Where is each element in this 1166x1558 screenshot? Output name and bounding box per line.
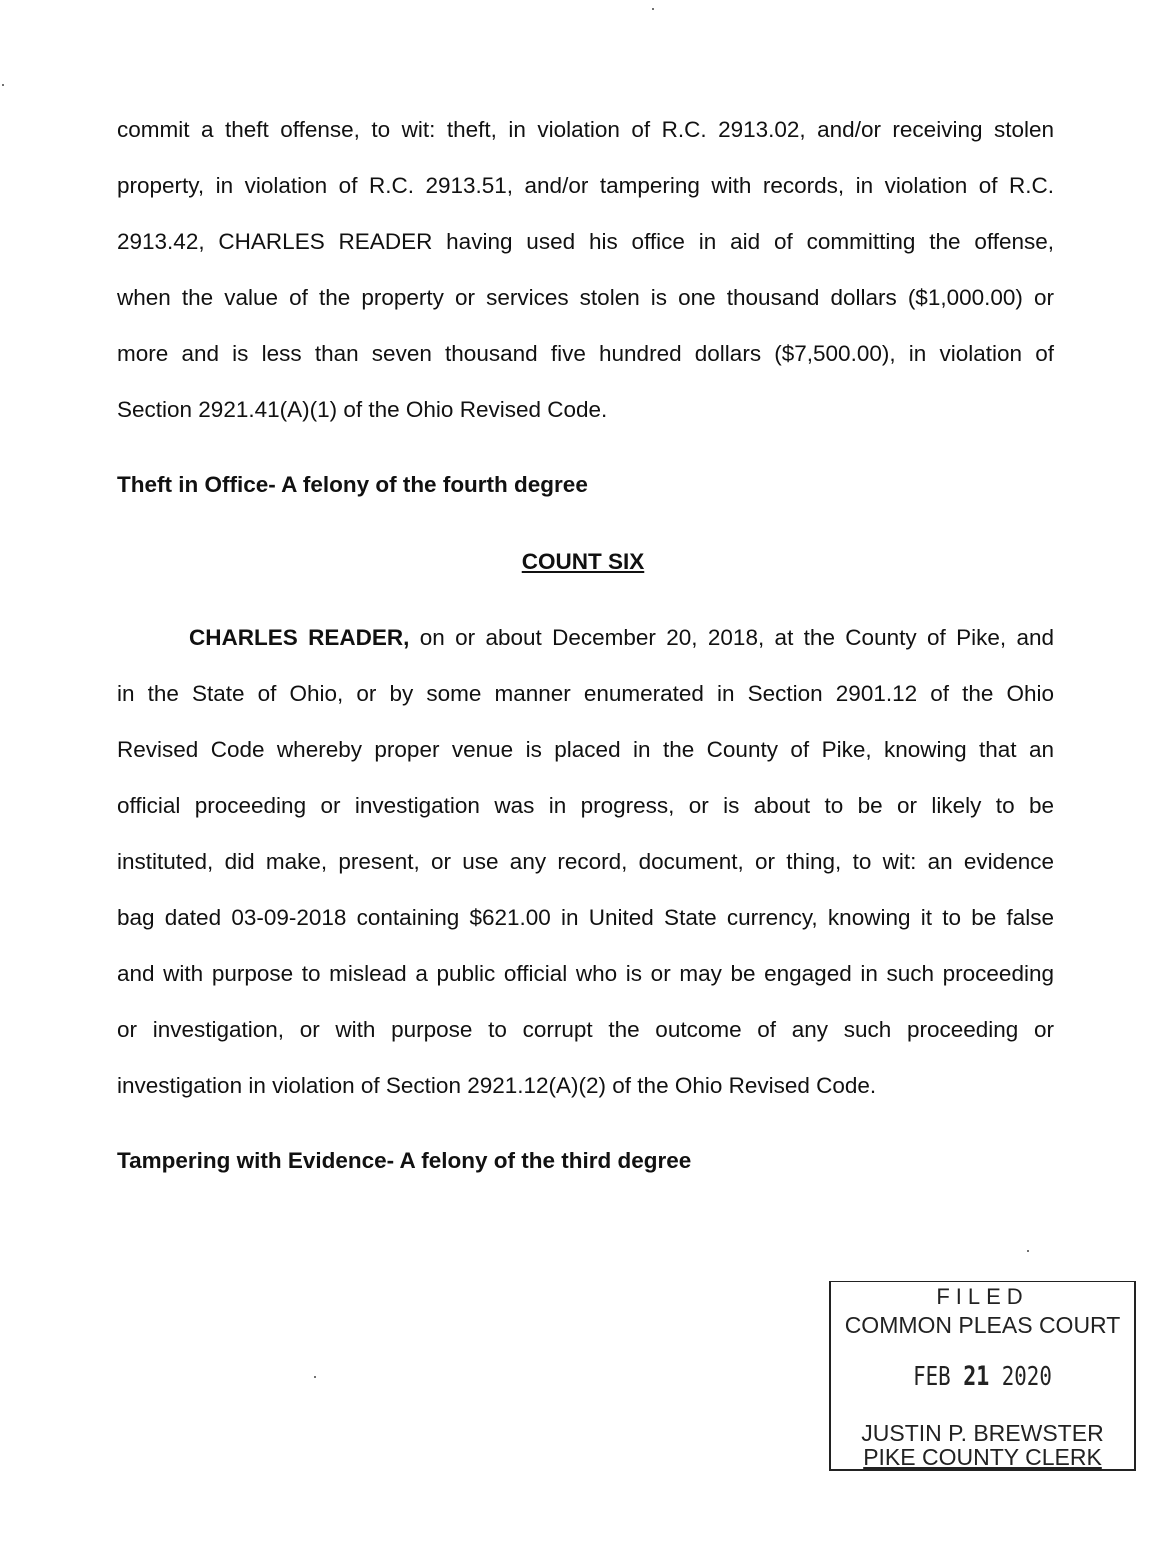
charge-theft-in-office: Theft in Office- A felony of the fourth degree (117, 472, 588, 497)
stamp-clerk-title: PIKE COUNTY CLERK (863, 1444, 1102, 1470)
stamp-filed-text: FILED (936, 1284, 1029, 1309)
stamp-date-day: 21 (963, 1361, 990, 1392)
paragraph-line: Revised Code whereby proper venue is placed in the County of Pike, knowing that an (117, 737, 1054, 762)
paragraph-line: property, in violation of R.C. 2913.51, and/or tampering with records, in violation of R.C. (117, 173, 1054, 198)
stamp-date-month: FEB (913, 1362, 951, 1392)
count-heading: COUNT SIX (521, 549, 645, 574)
stamp-date (861, 1362, 1103, 1392)
stamp-court-name: COMMON PLEAS COURT (844, 1312, 1121, 1338)
paragraph-line: more and is less than seven thousand five hundred dollars ($7,500.00), in violation of (117, 341, 1054, 366)
charge-tampering-with-evidence: Tampering with Evidence- A felony of the third degree (117, 1148, 692, 1173)
paragraph-line: commit a theft offense, to wit: theft, in violation of R.C. 2913.02, and/or receiving stolen (117, 117, 1054, 142)
paragraph-line: 2913.42, CHARLES READER having used his office in aid of committing the offense, (117, 229, 1054, 254)
defendant-name: CHARLES READER, (189, 625, 410, 650)
scan-speck (652, 8, 654, 10)
paragraph-line: in the State of Ohio, or by some manner enumerated in Section 2901.12 of the Ohio (117, 681, 1054, 706)
scan-speck (1027, 1250, 1029, 1252)
paragraph-first-line-text: on or about December 20, 2018, at the County of Pike, and (409, 625, 1054, 650)
scan-speck (2, 84, 4, 86)
paragraph-first-line (189, 624, 1054, 652)
paragraph-line: or investigation, or with purpose to corrupt the outcome of any such proceeding or (117, 1017, 1054, 1042)
paragraph-line: Section 2921.41(A)(1) of the Ohio Revised Code. (117, 397, 608, 422)
paragraph-line: official proceeding or investigation was in progress, or is about to be or likely to be (117, 793, 1054, 818)
filed-stamp (829, 1281, 1136, 1471)
paragraph-line: investigation in violation of Section 2921.12(A)(2) of the Ohio Revised Code. (117, 1073, 877, 1098)
paragraph-line: when the value of the property or services stolen is one thousand dollars ($1,000.00) or (117, 285, 1054, 310)
paragraph-line: and with purpose to mislead a public official who is or may be engaged in such proceeding (117, 961, 1054, 986)
stamp-clerk-name: JUSTIN P. BREWSTER (861, 1420, 1104, 1446)
stamp-date-year: 2020 (1001, 1362, 1052, 1392)
scan-speck (314, 1376, 316, 1378)
paragraph-line: bag dated 03-09-2018 containing $621.00 in United State currency, knowing it to be false (117, 905, 1054, 930)
paragraph-line: instituted, did make, present, or use any record, document, or thing, to wit: an evidence (117, 849, 1054, 874)
